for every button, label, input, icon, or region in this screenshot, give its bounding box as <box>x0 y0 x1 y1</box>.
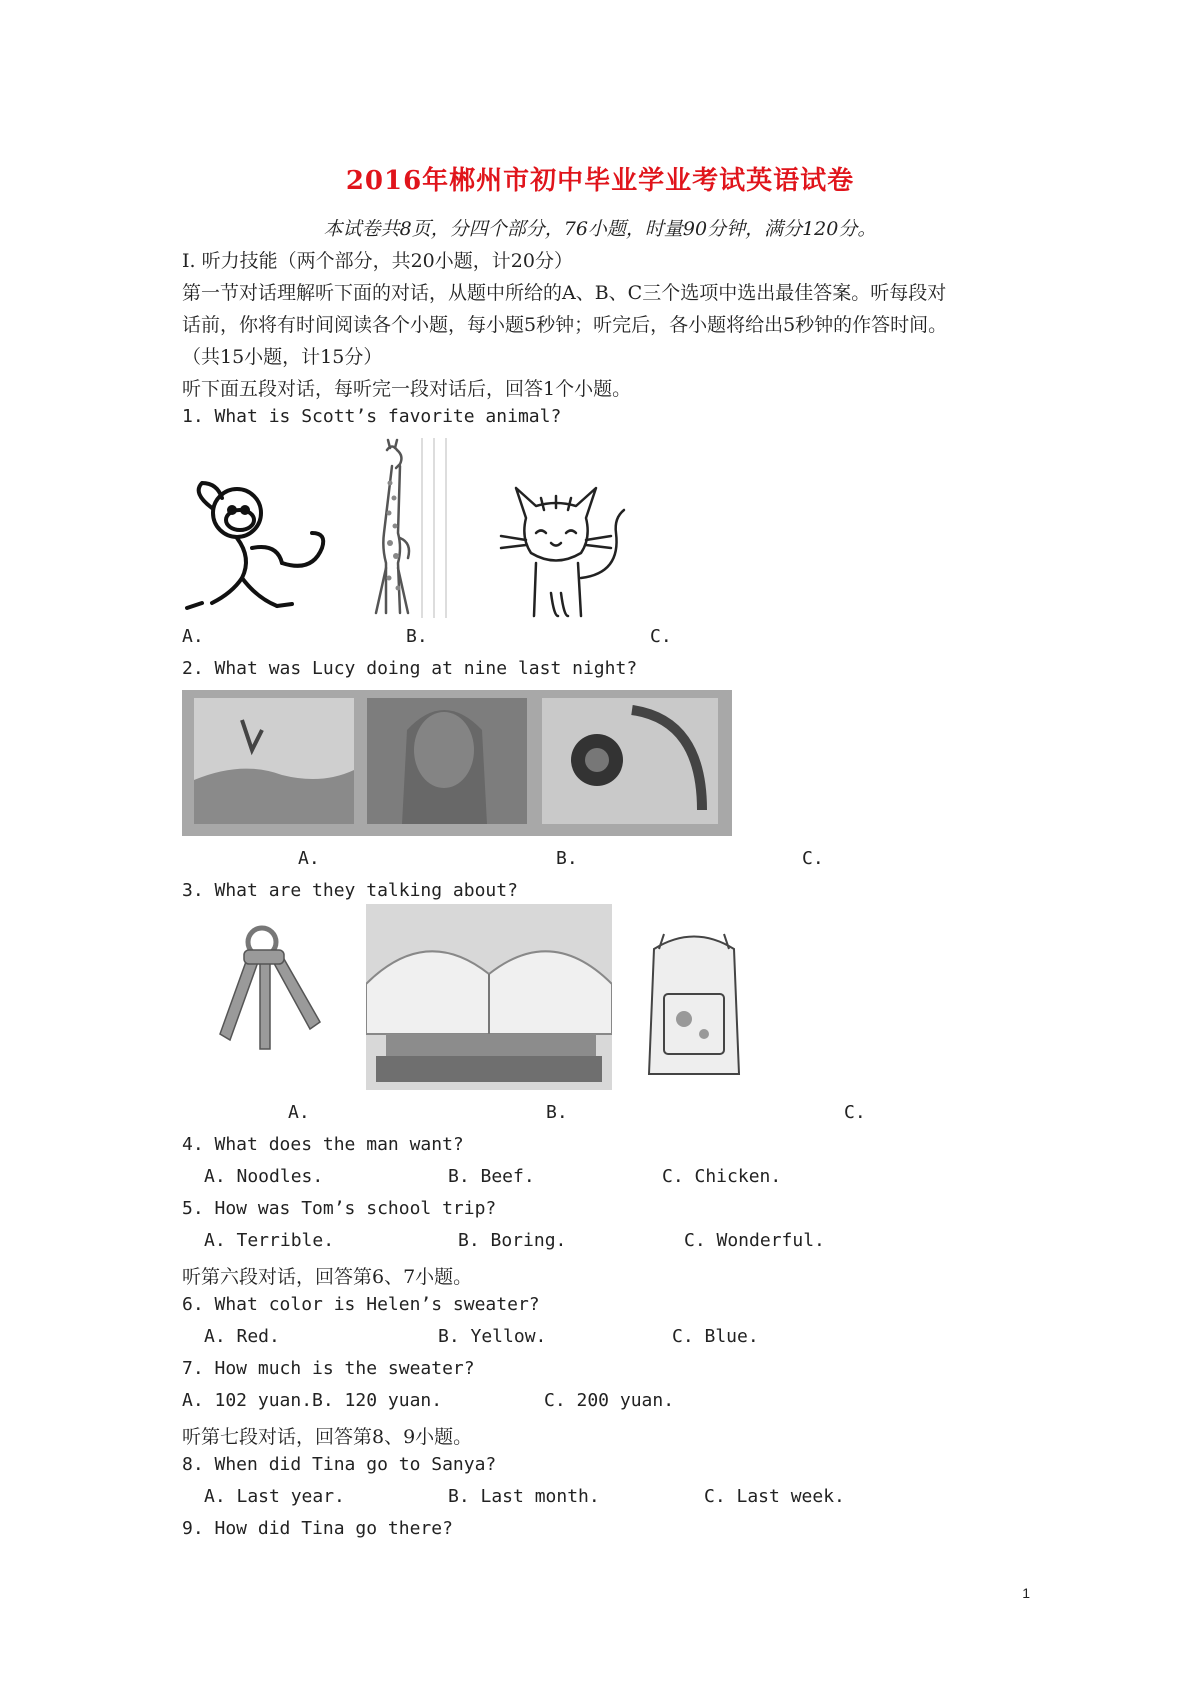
option-b: B. <box>406 626 428 647</box>
option-b: B. Yellow. <box>438 1326 547 1347</box>
question-1: 1. What is Scott’s favorite animal? <box>182 406 562 427</box>
instruction-line: 第一节对话理解听下面的对话，从题中所给的A、B、C三个选项中选出最佳答案。听每段对 <box>182 282 947 304</box>
instruction-line: （共15小题，计15分） <box>182 346 383 368</box>
option-a: A. <box>298 848 320 869</box>
option-a: A. Red. <box>204 1326 280 1347</box>
question-2: 2. What was Lucy doing at nine last night? <box>182 658 638 679</box>
girl-on-phone-photo <box>367 698 527 824</box>
option-b: B. <box>556 848 578 869</box>
exam-subtitle: 本试卷共8页，分四个部分，76小题，时量90分钟，满分120分。 <box>323 218 877 240</box>
option-a: A. Terrible. <box>204 1230 335 1251</box>
question-4: 4. What does the man want? <box>182 1134 464 1155</box>
instruction-line: 话前，你将有时间阅读各个小题，每小题5秒钟；听完后，各小题将给出5秒钟的作答时间。 <box>182 314 948 336</box>
option-c: C. 200 yuan. <box>544 1390 675 1411</box>
option-c: C. <box>802 848 824 869</box>
instruction-line: 听下面五段对话，每听完一段对话后，回答1个小题。 <box>182 378 632 400</box>
question-3: 3. What are they talking about? <box>182 880 518 901</box>
question-8: 8. When did Tina go to Sanya? <box>182 1454 497 1475</box>
question-9: 9. How did Tina go there? <box>182 1518 453 1539</box>
exam-title: 2016年郴州市初中毕业学业考试英语试卷 <box>345 166 855 196</box>
option-a: A. <box>288 1102 310 1123</box>
option-c: C. <box>650 626 672 647</box>
option-c: C. Blue. <box>672 1326 759 1347</box>
section-heading: I. 听力技能（两个部分，共20小题，计20分） <box>182 250 573 272</box>
option-b: B. <box>546 1102 568 1123</box>
ice-skating-photo <box>194 698 354 824</box>
books-icon <box>366 904 612 1090</box>
option-b: B. Boring. <box>458 1230 567 1251</box>
cat-icon <box>496 478 634 618</box>
option-b: B. Beef. <box>448 1166 535 1187</box>
option-c: C. Wonderful. <box>684 1230 825 1251</box>
question-5: 5. How was Tom’s school trip? <box>182 1198 497 1219</box>
giraffe-icon <box>362 438 454 618</box>
option-a: A. <box>182 626 204 647</box>
keys-icon <box>200 924 340 1064</box>
backpack-icon <box>634 924 754 1084</box>
instruction-line: 听第七段对话，回答第8、9小题。 <box>182 1426 473 1448</box>
option-a: A. Last year. <box>204 1486 345 1507</box>
camera-photo <box>542 698 718 824</box>
photo-strip <box>182 690 732 836</box>
page-number: 1 <box>1022 1585 1030 1601</box>
option-c: C. <box>844 1102 866 1123</box>
instruction-line: 听第六段对话，回答第6、7小题。 <box>182 1266 473 1288</box>
question-7: 7. How much is the sweater? <box>182 1358 475 1379</box>
option-a-b: A. 102 yuan.B. 120 yuan. <box>182 1390 443 1411</box>
option-c: C. Last week. <box>704 1486 845 1507</box>
option-c: C. Chicken. <box>662 1166 782 1187</box>
option-b: B. Last month. <box>448 1486 600 1507</box>
option-a: A. Noodles. <box>204 1166 324 1187</box>
question-6: 6. What color is Helen’s sweater? <box>182 1294 540 1315</box>
monkey-icon <box>182 478 332 618</box>
